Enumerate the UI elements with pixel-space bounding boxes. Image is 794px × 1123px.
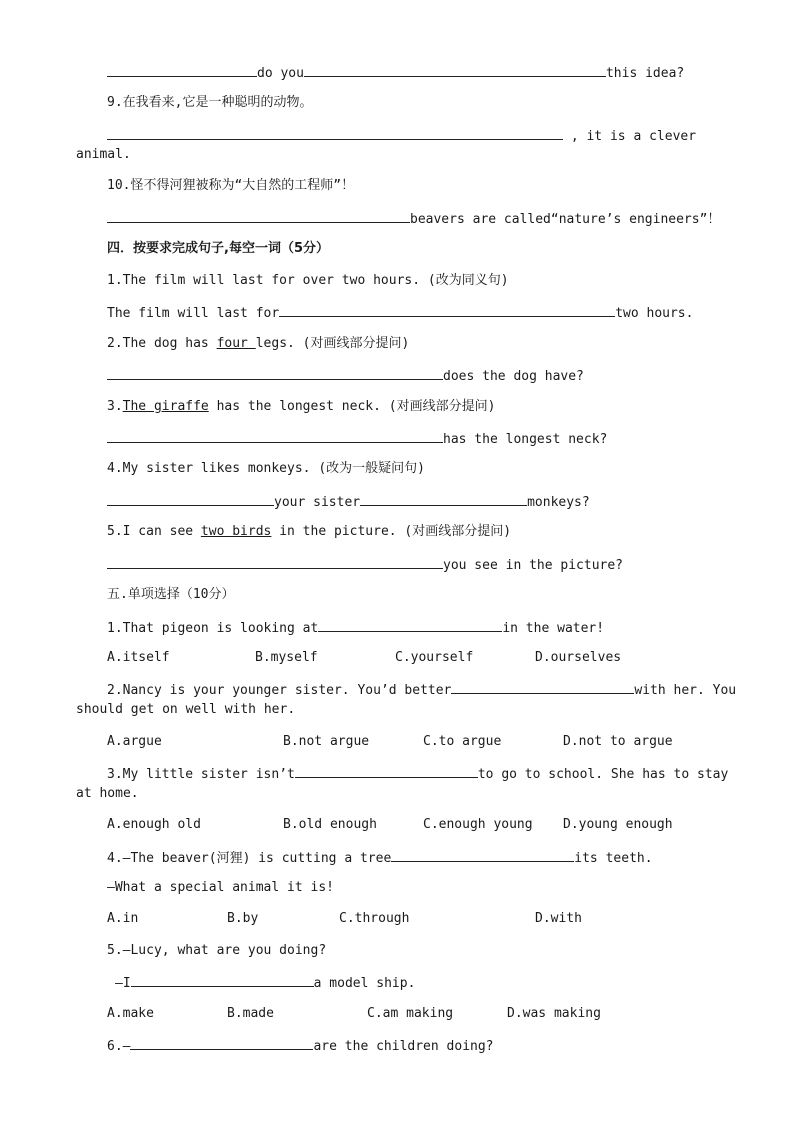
section-4-title: 四．按要求完成句子,每空一词（5分） xyxy=(107,241,329,256)
s4-q1-text-a: The film will last for xyxy=(107,306,280,321)
s5-q2-option-c[interactable]: C.to argue xyxy=(423,734,502,749)
s4-q1-prompt: 1.The film will last for over two hours. (改为同义句) xyxy=(107,273,509,288)
s5-q6-post: are the children doing? xyxy=(313,1039,494,1054)
underlined-part: The giraffe xyxy=(122,399,209,414)
s5-q1-option-a[interactable]: A.itself xyxy=(107,650,170,665)
answer-blank[interactable] xyxy=(107,430,443,443)
s5-q1-option-d[interactable]: D.ourselves xyxy=(535,650,622,665)
answer-blank[interactable] xyxy=(131,974,314,987)
s4-q4-text-b: monkeys? xyxy=(527,495,590,510)
s4-q1-text-b: two hours. xyxy=(615,306,694,321)
s5-q3-line2: at home. xyxy=(76,786,139,801)
answer-blank[interactable] xyxy=(107,210,410,223)
s5-q1-pre: 1.That pigeon is looking at xyxy=(107,621,319,636)
s5-q6-stem xyxy=(107,1037,494,1055)
s5-q1-option-b[interactable]: B.myself xyxy=(255,650,318,665)
underlined-part: two birds xyxy=(200,524,272,539)
answer-blank[interactable] xyxy=(360,493,527,506)
s4-q2-prompt xyxy=(107,336,409,352)
answer-blank[interactable] xyxy=(279,304,615,317)
answer-blank[interactable] xyxy=(130,1037,313,1050)
answer-blank[interactable] xyxy=(451,681,634,694)
s4-q2-pre: 2.The dog has xyxy=(107,336,217,351)
s4-q3-tail: has the longest neck? xyxy=(443,432,608,447)
s5-q3-option-b[interactable]: B.old enough xyxy=(283,817,377,832)
s4-q4-prompt: 4.My sister likes monkeys. (改为一般疑问句) xyxy=(107,461,425,476)
q8-line xyxy=(107,64,684,82)
q9-tail2: animal. xyxy=(76,147,131,162)
s5-q2-option-a[interactable]: A.argue xyxy=(107,734,162,749)
s4-q4-text-a: your sister xyxy=(274,495,361,510)
q9-tail: , it is a clever xyxy=(563,129,697,144)
s4-q3-post: has the longest neck. (对画线部分提问) xyxy=(208,399,496,414)
q10-prompt: 10.怪不得河狸被称为“大自然的工程师”！ xyxy=(107,178,355,193)
q10-tail: beavers are called“nature’s engineers”！ xyxy=(410,212,721,227)
s5-q1-option-c[interactable]: C.yourself xyxy=(395,650,474,665)
answer-blank[interactable] xyxy=(391,849,574,862)
s5-q4-option-a[interactable]: A.in xyxy=(107,911,139,926)
s5-q5-option-d[interactable]: D.was making xyxy=(507,1006,601,1021)
s5-q1-post: in the water! xyxy=(502,621,605,636)
s4-q4-answer xyxy=(107,493,590,511)
s4-q5-answer xyxy=(107,556,623,574)
s5-q5-line1: 5.—Lucy, what are you doing? xyxy=(107,943,327,958)
s5-q4-line2: —What a special animal it is! xyxy=(107,880,334,895)
underlined-part: four xyxy=(216,336,256,351)
s5-q3-option-c[interactable]: C.enough young xyxy=(423,817,533,832)
s4-q3-prompt xyxy=(107,399,495,415)
s4-q5-post: in the picture. (对画线部分提问) xyxy=(271,524,512,539)
answer-blank[interactable] xyxy=(107,556,443,569)
s5-q4-pre: 4.—The beaver(河狸) is cutting a tree xyxy=(107,851,392,866)
s4-q1-answer xyxy=(107,304,693,322)
s5-q5-stem xyxy=(115,974,415,992)
q8-text-b: this idea? xyxy=(605,66,685,81)
s5-q2-post: with her. You xyxy=(634,683,737,698)
s5-q3-post: to go to school. She has to stay xyxy=(477,767,729,782)
s5-q5-option-a[interactable]: A.make xyxy=(107,1006,154,1021)
answer-blank[interactable] xyxy=(107,64,257,77)
s4-q3-answer xyxy=(107,430,607,448)
s5-q3-pre: 3.My little sister isn’t xyxy=(107,767,295,782)
s4-q2-post: legs. (对画线部分提问) xyxy=(255,336,410,351)
q10-answer-line xyxy=(107,210,720,228)
s5-q4-option-d[interactable]: D.with xyxy=(535,911,582,926)
answer-blank[interactable] xyxy=(318,619,502,632)
q8-text-a: do you xyxy=(257,66,304,81)
s5-q4-post: its teeth. xyxy=(574,851,653,866)
s4-q2-tail: does the dog have? xyxy=(443,369,584,384)
s5-q3-stem xyxy=(107,765,728,783)
section-5-title: 五.单项选择（10分） xyxy=(107,587,235,602)
s5-q2-option-d[interactable]: D.not to argue xyxy=(563,734,673,749)
s5-q2-line2: should get on well with her. xyxy=(76,702,296,717)
q9-answer-line xyxy=(107,127,696,145)
s5-q3-option-a[interactable]: A.enough old xyxy=(107,817,201,832)
s4-q5-tail: you see in the picture? xyxy=(443,558,624,573)
answer-blank[interactable] xyxy=(304,64,606,77)
answer-blank[interactable] xyxy=(107,367,443,380)
s4-q5-prompt xyxy=(107,524,511,540)
s5-q5-pre: —I xyxy=(115,976,131,991)
answer-blank[interactable] xyxy=(107,493,274,506)
s5-q2-option-b[interactable]: B.not argue xyxy=(283,734,370,749)
s4-q3-pre: 3. xyxy=(107,399,123,414)
s5-q4-option-c[interactable]: C.through xyxy=(339,911,410,926)
s5-q3-option-d[interactable]: D.young enough xyxy=(563,817,673,832)
s5-q5-post: a model ship. xyxy=(313,976,416,991)
s5-q2-pre: 2.Nancy is your younger sister. You’d better xyxy=(107,683,452,698)
s4-q5-pre: 5.I can see xyxy=(107,524,201,539)
s5-q4-stem xyxy=(107,849,653,867)
s5-q4-option-b[interactable]: B.by xyxy=(227,911,259,926)
answer-blank[interactable] xyxy=(107,127,563,140)
answer-blank[interactable] xyxy=(295,765,478,778)
s5-q5-option-c[interactable]: C.am making xyxy=(367,1006,454,1021)
s4-q2-answer xyxy=(107,367,584,385)
s5-q5-option-b[interactable]: B.made xyxy=(227,1006,274,1021)
s5-q2-stem xyxy=(107,681,736,699)
q9-prompt: 9.在我看来,它是一种聪明的动物。 xyxy=(107,95,313,110)
s5-q6-pre: 6.— xyxy=(107,1039,131,1054)
s5-q1-stem xyxy=(107,619,604,637)
